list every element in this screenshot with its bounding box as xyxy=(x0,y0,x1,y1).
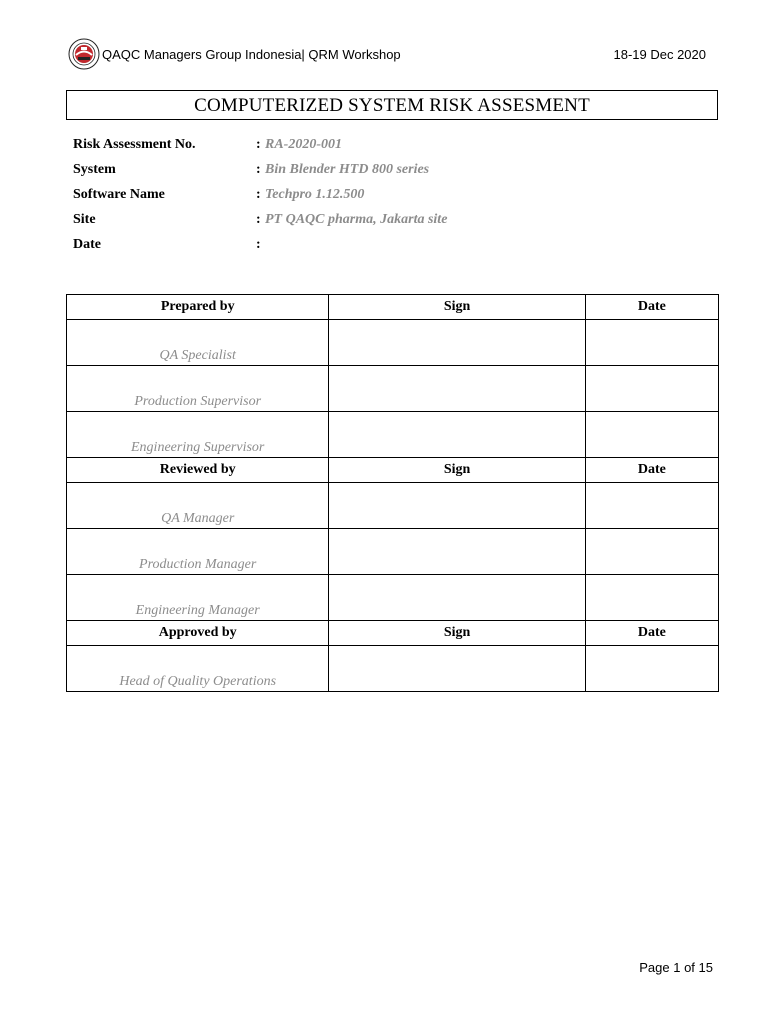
info-label: Software Name xyxy=(73,187,165,202)
date-cell xyxy=(585,646,718,692)
table-row xyxy=(67,366,719,412)
header-date: 18-19 Dec 2020 xyxy=(613,47,706,62)
sign-cell xyxy=(329,483,585,529)
info-value: PT QAQC pharma, Jakarta site xyxy=(265,212,448,227)
date-cell xyxy=(585,412,718,458)
info-row-software-name xyxy=(73,187,673,212)
info-row-site xyxy=(73,212,673,237)
info-label: Date xyxy=(73,237,101,252)
sign-cell xyxy=(329,320,585,366)
header-date: Date xyxy=(585,621,718,646)
info-value: Bin Blender HTD 800 series xyxy=(265,162,430,177)
date-cell xyxy=(585,366,718,412)
date-cell xyxy=(585,483,718,529)
table-row xyxy=(67,412,719,458)
info-row-risk-assessment-no xyxy=(73,137,673,162)
role-name: Production Supervisor xyxy=(67,366,329,412)
table-row xyxy=(67,320,719,366)
table-header-row xyxy=(67,621,719,646)
header-org-title: QAQC Managers Group Indonesia| QRM Workshop xyxy=(102,47,401,62)
info-label: System xyxy=(73,162,116,177)
info-value: Techpro 1.12.500 xyxy=(265,187,365,202)
page-number: Page 1 of 15 xyxy=(639,960,713,975)
date-cell xyxy=(585,529,718,575)
table-header-row xyxy=(67,458,719,483)
header-date: Date xyxy=(585,295,718,320)
info-label: Risk Assessment No. xyxy=(73,137,196,152)
info-colon: : xyxy=(256,187,261,202)
date-cell xyxy=(585,320,718,366)
role-name: Production Manager xyxy=(67,529,329,575)
sign-cell xyxy=(329,412,585,458)
info-colon: : xyxy=(256,137,261,152)
header-sign: Sign xyxy=(329,621,585,646)
info-colon: : xyxy=(256,212,261,227)
table-row xyxy=(67,646,719,692)
document-title: COMPUTERIZED SYSTEM RISK ASSESMENT xyxy=(66,90,718,120)
table-row xyxy=(67,529,719,575)
info-label: Site xyxy=(73,212,96,227)
role-name: Engineering Supervisor xyxy=(67,412,329,458)
header-reviewed-by: Reviewed by xyxy=(67,458,329,483)
role-name: Head of Quality Operations xyxy=(67,646,329,692)
info-colon: : xyxy=(256,162,261,177)
header-sign: Sign xyxy=(329,458,585,483)
info-colon: : xyxy=(256,237,261,252)
info-block xyxy=(73,137,673,262)
table-row xyxy=(67,483,719,529)
header-sign: Sign xyxy=(329,295,585,320)
qaqc-logo-icon xyxy=(68,38,100,70)
sign-cell xyxy=(329,366,585,412)
sign-cell xyxy=(329,575,585,621)
header-date: Date xyxy=(585,458,718,483)
header-approved-by: Approved by xyxy=(67,621,329,646)
sign-cell xyxy=(329,646,585,692)
info-row-system xyxy=(73,162,673,187)
role-name: Engineering Manager xyxy=(67,575,329,621)
header-prepared-by: Prepared by xyxy=(67,295,329,320)
date-cell xyxy=(585,575,718,621)
info-value: RA-2020-001 xyxy=(265,137,342,152)
role-name: QA Specialist xyxy=(67,320,329,366)
page-header xyxy=(68,38,708,74)
role-name: QA Manager xyxy=(67,483,329,529)
signature-table xyxy=(66,294,719,692)
sign-cell xyxy=(329,529,585,575)
table-header-row xyxy=(67,295,719,320)
table-row xyxy=(67,575,719,621)
info-row-date xyxy=(73,237,673,262)
